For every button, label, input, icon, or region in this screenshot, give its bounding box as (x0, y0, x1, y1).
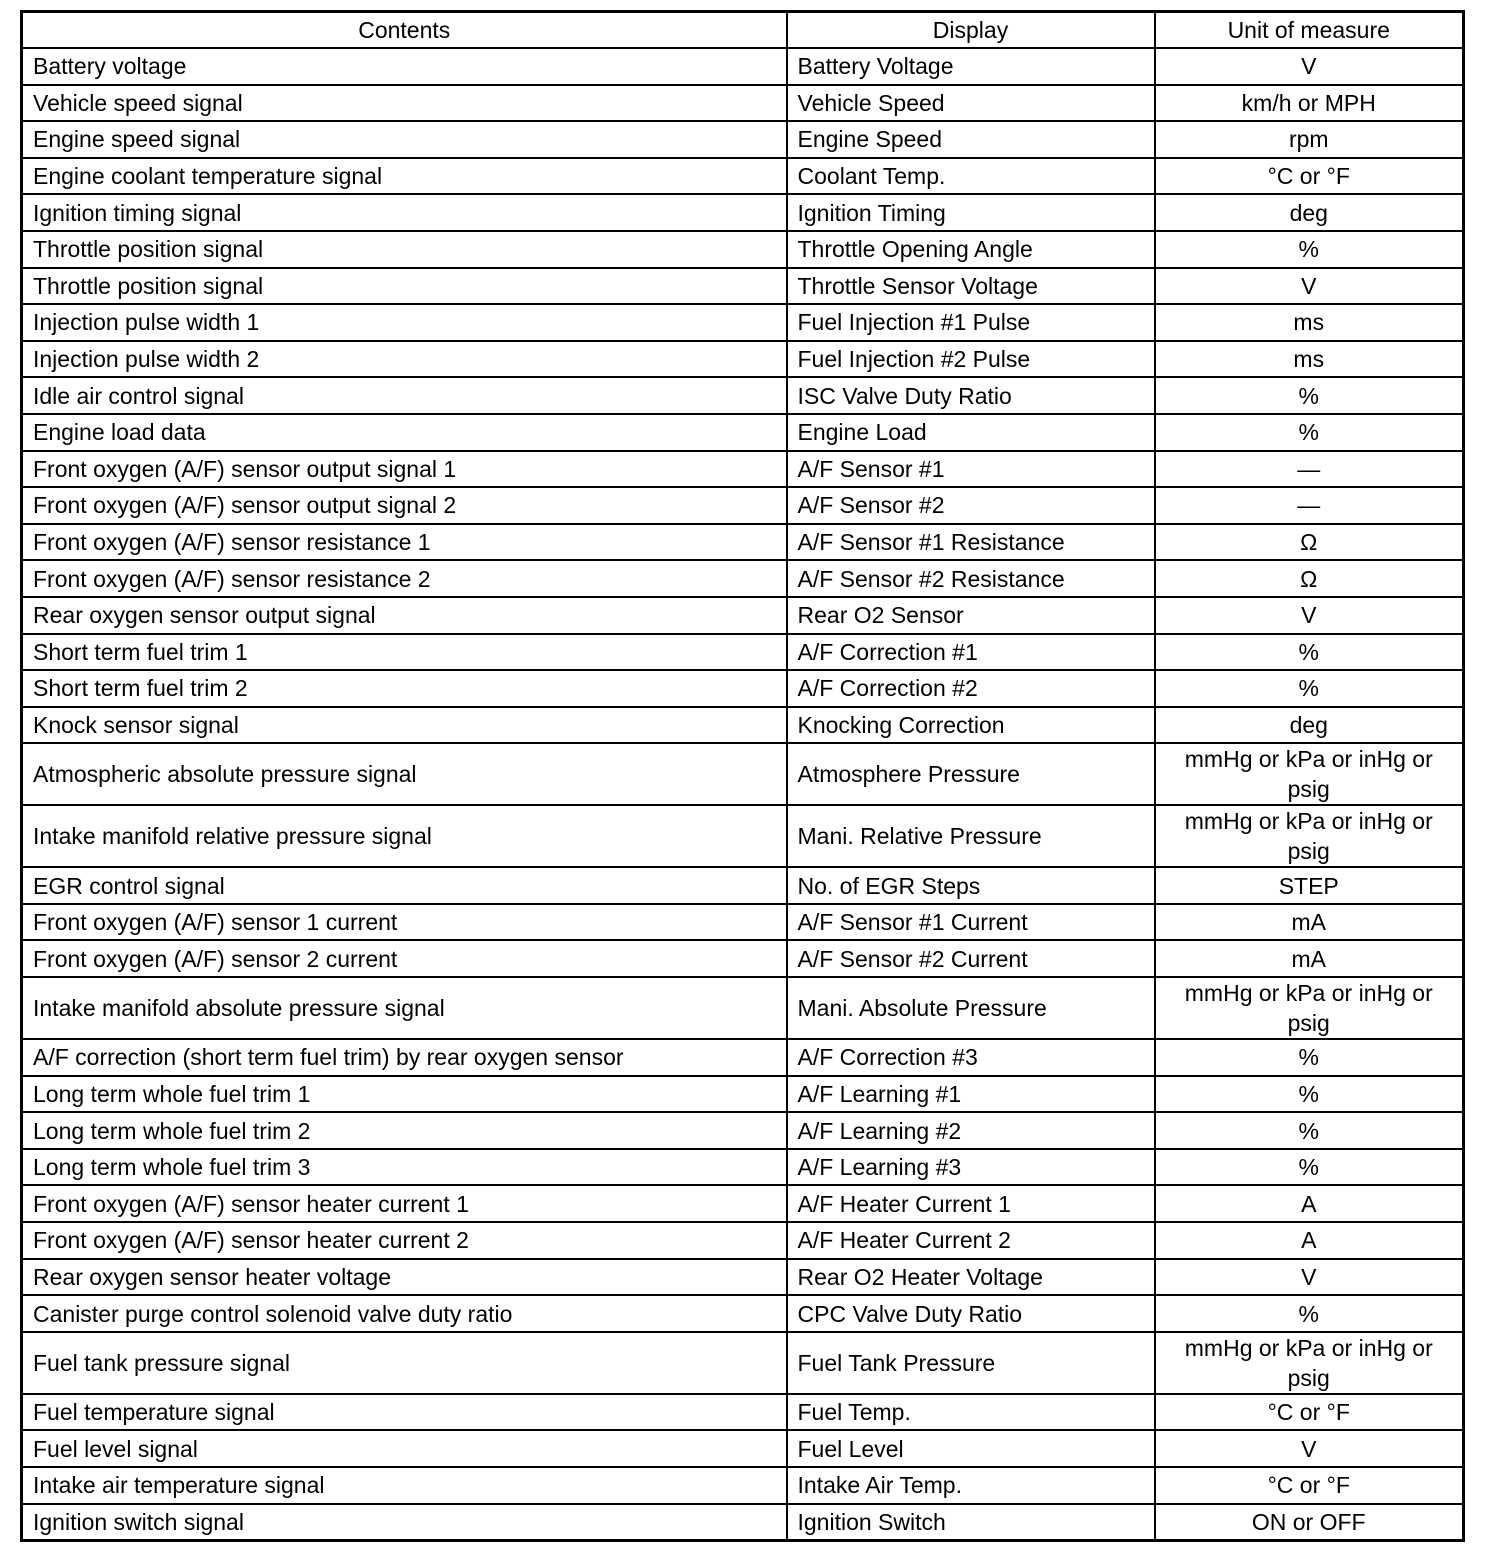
contents-cell: A/F correction (short term fuel trim) by rear oxygen sensor (22, 1039, 787, 1076)
unit-cell: mmHg or kPa or inHg or psig (1155, 1332, 1464, 1394)
display-cell: ISC Valve Duty Ratio (787, 377, 1155, 414)
contents-cell: Rear oxygen sensor output signal (22, 597, 787, 634)
display-cell: A/F Sensor #1 Resistance (787, 524, 1155, 561)
table-row (22, 341, 1464, 378)
display-cell: Coolant Temp. (787, 158, 1155, 195)
contents-cell: Idle air control signal (22, 377, 787, 414)
display-cell: Engine Speed (787, 121, 1155, 158)
display-cell: A/F Learning #3 (787, 1149, 1155, 1186)
contents-cell: Ignition switch signal (22, 1504, 787, 1541)
table-row (22, 48, 1464, 85)
unit-cell: mA (1155, 940, 1464, 977)
contents-cell: Engine load data (22, 414, 787, 451)
display-cell: A/F Correction #3 (787, 1039, 1155, 1076)
contents-cell: Rear oxygen sensor heater voltage (22, 1259, 787, 1296)
unit-cell: % (1155, 1149, 1464, 1186)
table-body (22, 48, 1464, 1541)
table-row (22, 268, 1464, 305)
header-row (22, 12, 1464, 49)
display-cell: Intake Air Temp. (787, 1467, 1155, 1504)
table-row (22, 231, 1464, 268)
contents-cell: Front oxygen (A/F) sensor output signal 2 (22, 487, 787, 524)
table-row (22, 1112, 1464, 1149)
header-unit: Unit of measure (1155, 12, 1464, 49)
table-row (22, 1430, 1464, 1467)
table-row (22, 1222, 1464, 1259)
contents-cell: Front oxygen (A/F) sensor 1 current (22, 904, 787, 941)
display-cell: A/F Sensor #1 (787, 451, 1155, 488)
unit-cell: V (1155, 268, 1464, 305)
display-cell: Fuel Injection #1 Pulse (787, 304, 1155, 341)
display-cell: Battery Voltage (787, 48, 1155, 85)
display-cell: Engine Load (787, 414, 1155, 451)
contents-cell: Knock sensor signal (22, 707, 787, 744)
contents-cell: Injection pulse width 2 (22, 341, 787, 378)
contents-cell: Intake manifold absolute pressure signal (22, 977, 787, 1039)
table-row (22, 940, 1464, 977)
unit-cell: mmHg or kPa or inHg or psig (1155, 805, 1464, 867)
table-row (22, 304, 1464, 341)
contents-cell: Fuel temperature signal (22, 1394, 787, 1431)
unit-cell: — (1155, 451, 1464, 488)
display-cell: Fuel Tank Pressure (787, 1332, 1155, 1394)
table-row (22, 904, 1464, 941)
contents-cell: Long term whole fuel trim 3 (22, 1149, 787, 1186)
display-cell: Fuel Temp. (787, 1394, 1155, 1431)
unit-cell: V (1155, 1259, 1464, 1296)
unit-cell: % (1155, 634, 1464, 671)
contents-cell: Battery voltage (22, 48, 787, 85)
unit-cell: STEP (1155, 867, 1464, 904)
contents-cell: Front oxygen (A/F) sensor heater current 2 (22, 1222, 787, 1259)
table-row (22, 634, 1464, 671)
table-row (22, 194, 1464, 231)
table-row (22, 1259, 1464, 1296)
contents-cell: Front oxygen (A/F) sensor heater current 1 (22, 1185, 787, 1222)
display-cell: Throttle Opening Angle (787, 231, 1155, 268)
table-row (22, 670, 1464, 707)
table-row (22, 1504, 1464, 1541)
unit-cell: mmHg or kPa or inHg or psig (1155, 743, 1464, 805)
display-cell: A/F Heater Current 2 (787, 1222, 1155, 1259)
display-cell: Fuel Injection #2 Pulse (787, 341, 1155, 378)
table-row (22, 1185, 1464, 1222)
contents-cell: Atmospheric absolute pressure signal (22, 743, 787, 805)
table-row (22, 867, 1464, 904)
table-row (22, 1076, 1464, 1113)
unit-cell: deg (1155, 707, 1464, 744)
display-cell: A/F Sensor #2 Resistance (787, 560, 1155, 597)
display-cell: Vehicle Speed (787, 85, 1155, 122)
table-header (22, 12, 1464, 49)
table-row (22, 158, 1464, 195)
contents-cell: Throttle position signal (22, 268, 787, 305)
contents-cell: Long term whole fuel trim 2 (22, 1112, 787, 1149)
unit-cell: rpm (1155, 121, 1464, 158)
display-cell: A/F Learning #2 (787, 1112, 1155, 1149)
unit-cell: A (1155, 1222, 1464, 1259)
table-row (22, 524, 1464, 561)
unit-cell: A (1155, 1185, 1464, 1222)
contents-cell: EGR control signal (22, 867, 787, 904)
unit-cell: mmHg or kPa or inHg or psig (1155, 977, 1464, 1039)
display-cell: A/F Sensor #2 (787, 487, 1155, 524)
table-row (22, 377, 1464, 414)
table-row (22, 1332, 1464, 1394)
unit-cell: deg (1155, 194, 1464, 231)
contents-cell: Front oxygen (A/F) sensor 2 current (22, 940, 787, 977)
contents-cell: Front oxygen (A/F) sensor resistance 1 (22, 524, 787, 561)
contents-cell: Front oxygen (A/F) sensor resistance 2 (22, 560, 787, 597)
unit-cell: °C or °F (1155, 1394, 1464, 1431)
unit-cell: ms (1155, 341, 1464, 378)
contents-cell: Injection pulse width 1 (22, 304, 787, 341)
unit-cell: V (1155, 597, 1464, 634)
table-row (22, 1149, 1464, 1186)
table-row (22, 1039, 1464, 1076)
header-contents: Contents (22, 12, 787, 49)
unit-cell: % (1155, 1076, 1464, 1113)
contents-cell: Long term whole fuel trim 1 (22, 1076, 787, 1113)
contents-cell: Ignition timing signal (22, 194, 787, 231)
unit-cell: % (1155, 1039, 1464, 1076)
table-row (22, 451, 1464, 488)
header-display: Display (787, 12, 1155, 49)
table-row (22, 85, 1464, 122)
table-row (22, 560, 1464, 597)
display-cell: Mani. Absolute Pressure (787, 977, 1155, 1039)
display-cell: Ignition Timing (787, 194, 1155, 231)
data-table (20, 10, 1465, 1542)
table-row (22, 487, 1464, 524)
contents-cell: Front oxygen (A/F) sensor output signal 1 (22, 451, 787, 488)
display-cell: Mani. Relative Pressure (787, 805, 1155, 867)
unit-cell: ON or OFF (1155, 1504, 1464, 1541)
unit-cell: V (1155, 48, 1464, 85)
table-row (22, 977, 1464, 1039)
contents-cell: Engine coolant temperature signal (22, 158, 787, 195)
display-cell: Knocking Correction (787, 707, 1155, 744)
table-row (22, 1467, 1464, 1504)
display-cell: Atmosphere Pressure (787, 743, 1155, 805)
contents-cell: Fuel level signal (22, 1430, 787, 1467)
table-row (22, 597, 1464, 634)
unit-cell: % (1155, 231, 1464, 268)
display-cell: A/F Heater Current 1 (787, 1185, 1155, 1222)
contents-cell: Intake air temperature signal (22, 1467, 787, 1504)
display-cell: No. of EGR Steps (787, 867, 1155, 904)
unit-cell: Ω (1155, 560, 1464, 597)
unit-cell: km/h or MPH (1155, 85, 1464, 122)
contents-cell: Short term fuel trim 2 (22, 670, 787, 707)
table-row (22, 1394, 1464, 1431)
display-cell: Fuel Level (787, 1430, 1155, 1467)
unit-cell: Ω (1155, 524, 1464, 561)
display-cell: A/F Sensor #1 Current (787, 904, 1155, 941)
contents-cell: Engine speed signal (22, 121, 787, 158)
display-cell: Ignition Switch (787, 1504, 1155, 1541)
table-row (22, 1295, 1464, 1332)
unit-cell: % (1155, 1112, 1464, 1149)
display-cell: A/F Learning #1 (787, 1076, 1155, 1113)
contents-cell: Vehicle speed signal (22, 85, 787, 122)
unit-cell: mA (1155, 904, 1464, 941)
contents-cell: Short term fuel trim 1 (22, 634, 787, 671)
display-cell: Rear O2 Heater Voltage (787, 1259, 1155, 1296)
table-row (22, 805, 1464, 867)
table-row (22, 414, 1464, 451)
display-cell: A/F Correction #1 (787, 634, 1155, 671)
unit-cell: % (1155, 414, 1464, 451)
unit-cell: ms (1155, 304, 1464, 341)
display-cell: Rear O2 Sensor (787, 597, 1155, 634)
unit-cell: °C or °F (1155, 1467, 1464, 1504)
display-cell: A/F Sensor #2 Current (787, 940, 1155, 977)
table-row (22, 743, 1464, 805)
table-row (22, 707, 1464, 744)
unit-cell: — (1155, 487, 1464, 524)
contents-cell: Fuel tank pressure signal (22, 1332, 787, 1394)
unit-cell: °C or °F (1155, 158, 1464, 195)
display-cell: Throttle Sensor Voltage (787, 268, 1155, 305)
table-row (22, 121, 1464, 158)
unit-cell: % (1155, 670, 1464, 707)
unit-cell: V (1155, 1430, 1464, 1467)
unit-cell: % (1155, 377, 1464, 414)
contents-cell: Canister purge control solenoid valve duty ratio (22, 1295, 787, 1332)
contents-cell: Throttle position signal (22, 231, 787, 268)
display-cell: CPC Valve Duty Ratio (787, 1295, 1155, 1332)
contents-cell: Intake manifold relative pressure signal (22, 805, 787, 867)
unit-cell: % (1155, 1295, 1464, 1332)
display-cell: A/F Correction #2 (787, 670, 1155, 707)
